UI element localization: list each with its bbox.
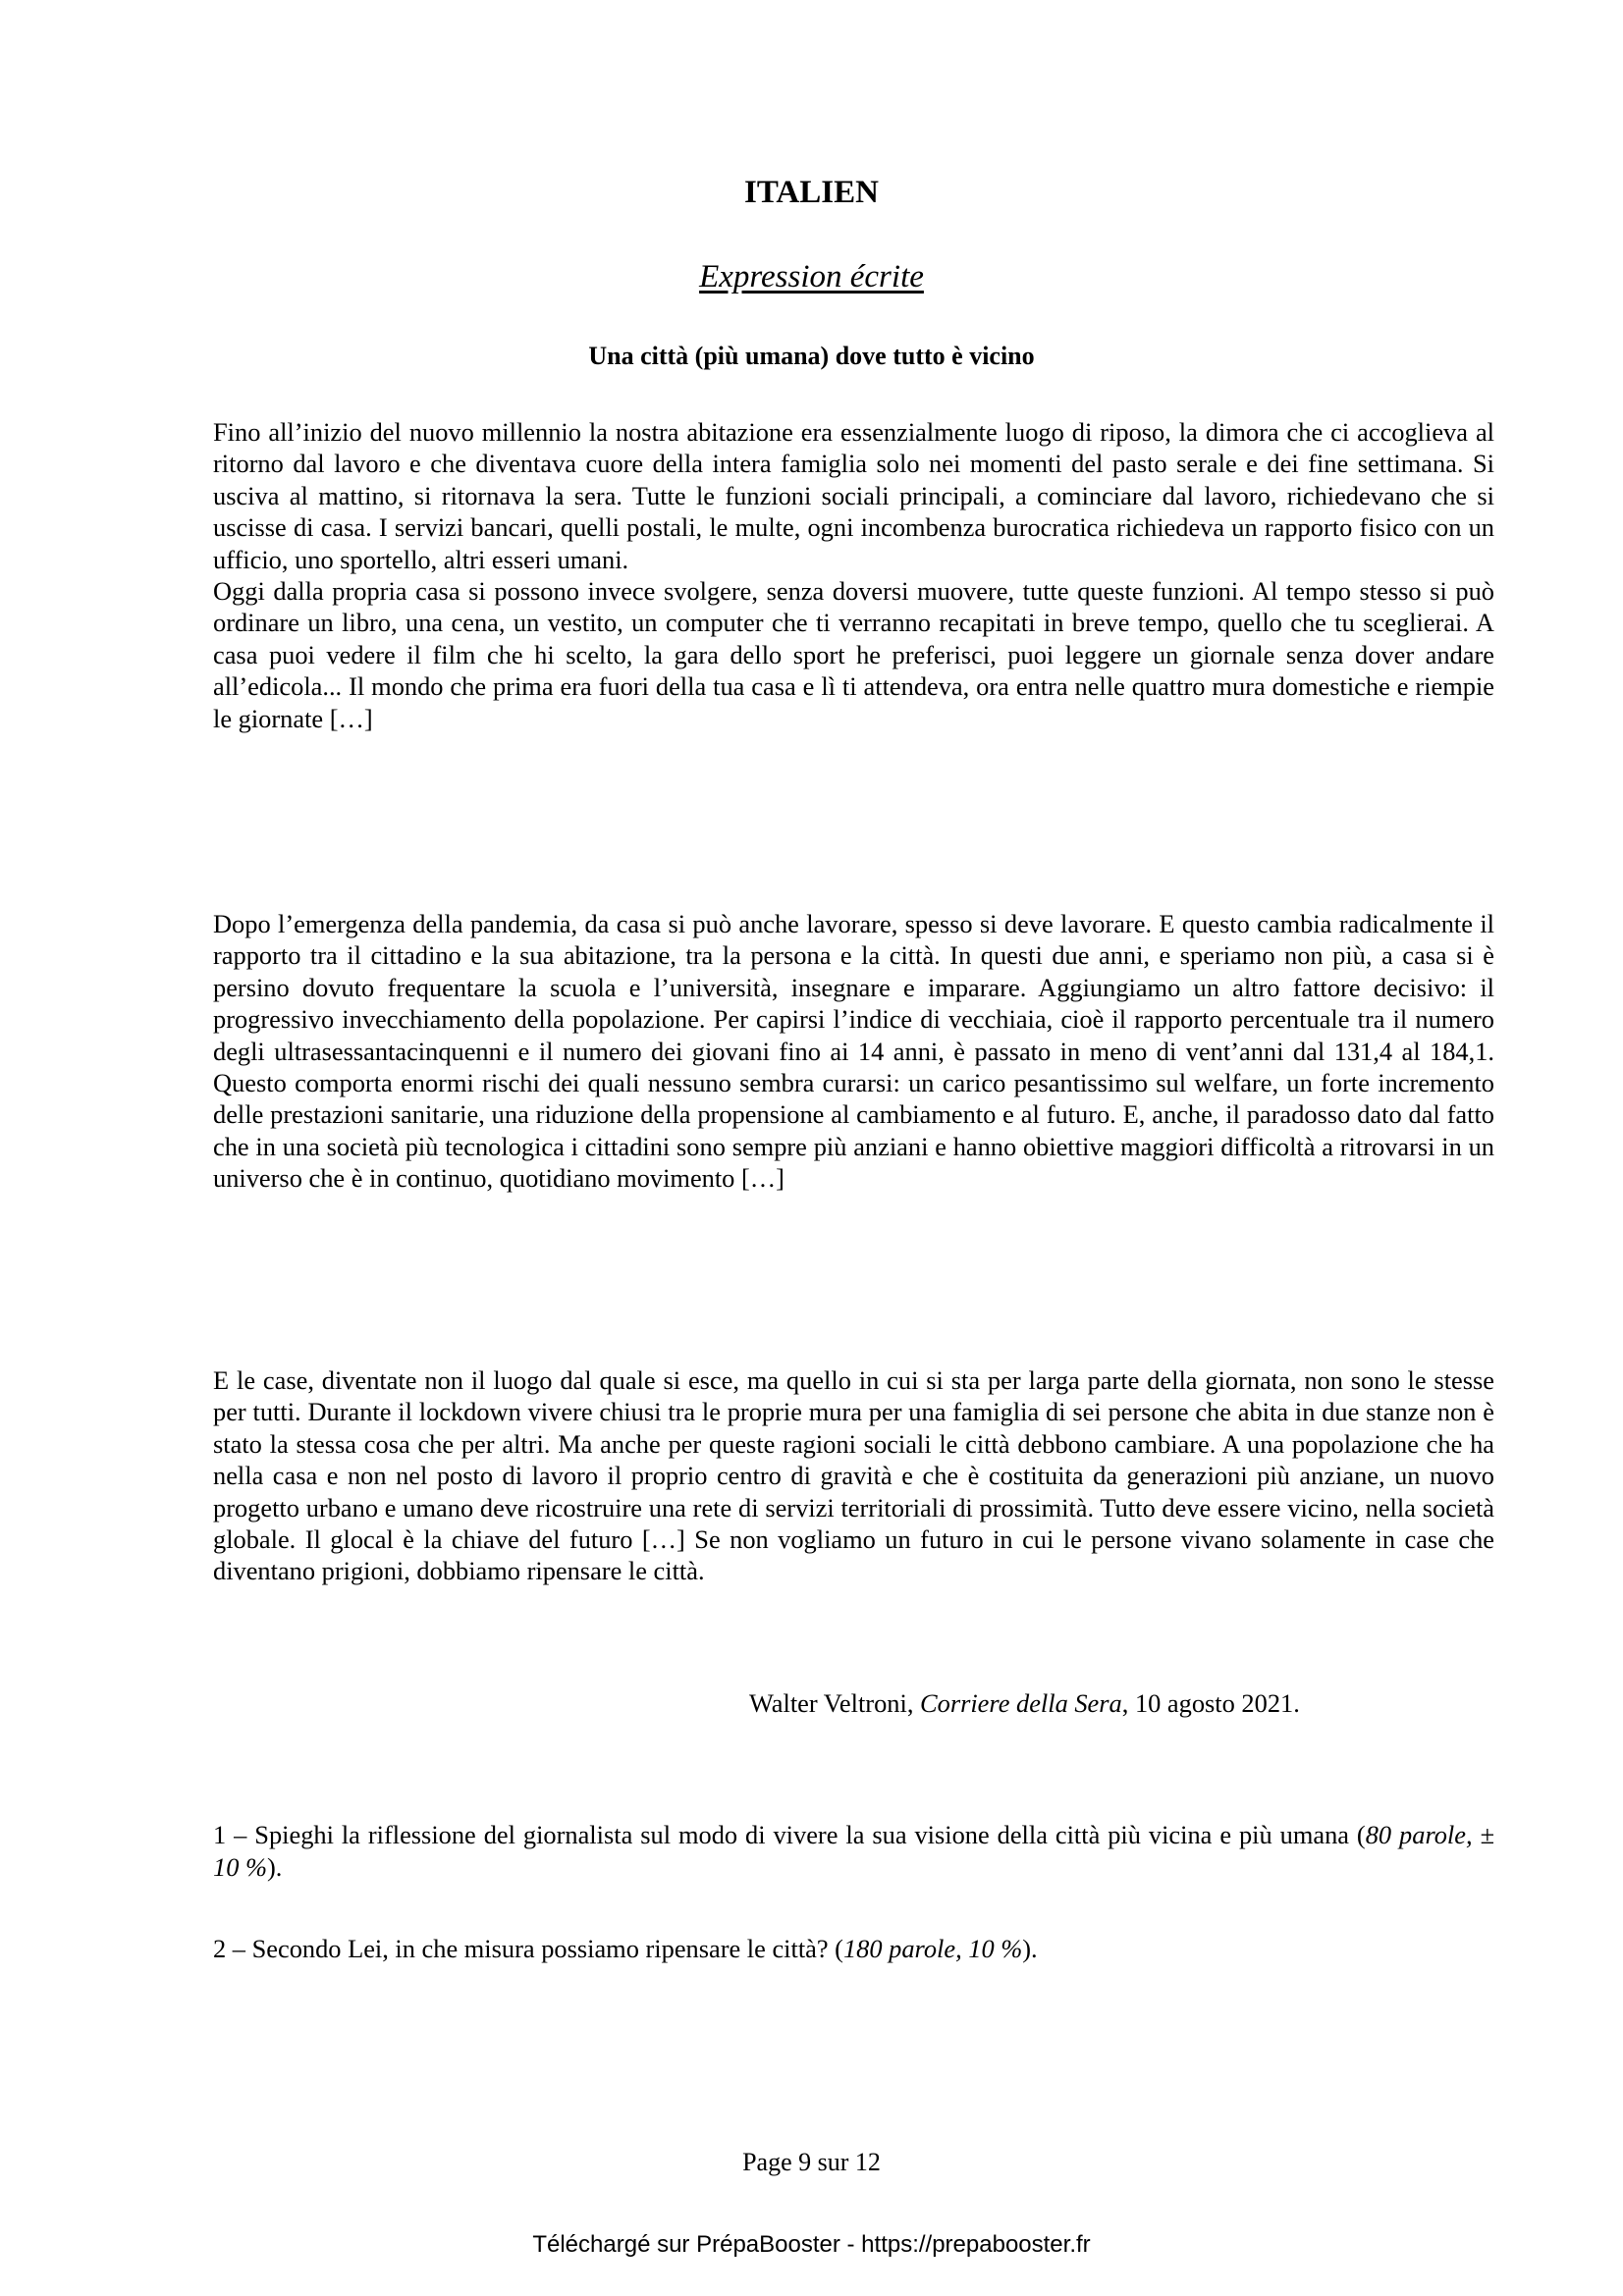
section-subtitle: Expression écrite (699, 259, 924, 294)
article-block-1 (213, 416, 1494, 734)
article-paragraph: E le case, diventate non il luogo dal quale si esce, ma quello in cui si sta per larga parte della giornata, non sono le stesse per tutti. Durante il lockdown vivere chiusi tra le proprie mura per una famiglia di sei persone che abita in due stanze non è stato la stessa cosa che per altri. Ma anche per queste ragioni sociali le città debbono cambiare. A una popolazione che ha nella casa e non nel posto di lavoro il proprio centro di gravità e che è costituita da generazioni più anziane, un nuovo progetto urbano e umano deve ricostruire una rete di servizi territoriali di prossimità. Tutto deve essere vicino, nella società globale. Il glocal è la chiave del futuro […] Se non vogliamo un futuro in cui le persone vivano solamente in case che diventano prigioni, dobbiamo ripensare le città. (213, 1365, 1494, 1586)
question-end: ). (266, 1852, 283, 1882)
source-author: Walter Veltroni, (749, 1688, 921, 1718)
question-1 (213, 1819, 1494, 1884)
question-text: 2 – Secondo Lei, in che misura possiamo ripensare le città? ( (213, 1934, 843, 1963)
article-block-3 (213, 1364, 1494, 1587)
download-note: Téléchargé sur PrépaBooster - https://prepabooster.fr (532, 2231, 1091, 2258)
article-paragraph: Dopo l’emergenza della pandemia, da casa si può anche lavorare, spesso si deve lavorare. E questo cambia radicalmente il rapporto tra il cittadino e la sua abitazione, tra la persona e la città. In questi due anni, e speriamo non più, a casa si è persino dovuto frequentare la scuola e l’università, insegnare e imparare. Aggiungiamo un altro fattore decisivo: il progressivo invecchiamento della popolazione. Per capirsi l’indice di vecchiaia, cioè il rapporto percentuale tra il numero degli ultrasessantacinquenni e il numero dei giovani fino ai 14 anni, è passato in meno di vent’anni dal 131,4 al 184,1. Questo comporta enormi rischi dei quali nessuno sembra curarsi: un carico pesantissimo sul welfare, un forte incremento delle prestazioni sanitarie, una riduzione della propensione al cambiamento e al futuro. E, anche, il paradosso dato dal fatto che in una società più tecnologica i cittadini sono sempre più anziani e hanno obiettive maggiori difficoltà a ritrovarsi in un universo che è in continuo, quotidiano movimento […] (213, 909, 1494, 1194)
section-title: ITALIEN (744, 175, 879, 210)
article-title: Una città (più umana) dove tutto è vicino (588, 342, 1035, 370)
article-paragraph: Oggi dalla propria casa si possono invece svolgere, senza doversi muovere, tutte queste funzioni. Al tempo stesso si può ordinare un libro, una cena, un vestito, un computer che ti verranno recapitati in breve tempo, quello che tu sceglierai. A casa puoi vedere il film che hi scelto, la gara dello sport he preferisci, puoi leggere un giornale senza dover andare all’edicola... Il mondo che prima era fuori della tua casa e lì ti attendeva, ora entra nelle quattro mura domestiche e riempie le giornate […] (213, 576, 1494, 733)
page-number: Page 9 sur 12 (742, 2148, 881, 2176)
question-constraint: 80 parole, ± 10 % (213, 1820, 1494, 1882)
source-publication: Corriere della Sera (920, 1688, 1122, 1718)
question-end: ). (1022, 1934, 1038, 1963)
source-date: , 10 agosto 2021. (1121, 1688, 1300, 1718)
question-text: 1 – Spieghi la riflessione del giornalista sul modo di vivere la sua visione della città più vicina e più umana ( (213, 1820, 1366, 1849)
question-constraint: 180 parole, 10 % (842, 1934, 1023, 1963)
article-block-2 (213, 908, 1494, 1195)
question-2 (213, 1933, 1494, 1965)
article-paragraph: Fino all’inizio del nuovo millennio la nostra abitazione era essenzialmente luogo di riposo, la dimora che ci accoglieva al ritorno dal lavoro e che diventava cuore della intera famiglia solo nei momenti del pasto serale e dei fine settimana. Si usciva al mattino, si ritornava la sera. Tutte le funzioni sociali principali, a cominciare dal lavoro, richiedevano che si uscisse di casa. I servizi bancari, quelli postali, le multe, ogni incombenza burocratica richiedeva un rapporto fisico con un ufficio, uno sportello, altri esseri umani. (213, 417, 1494, 574)
article-source (749, 1687, 1300, 1719)
